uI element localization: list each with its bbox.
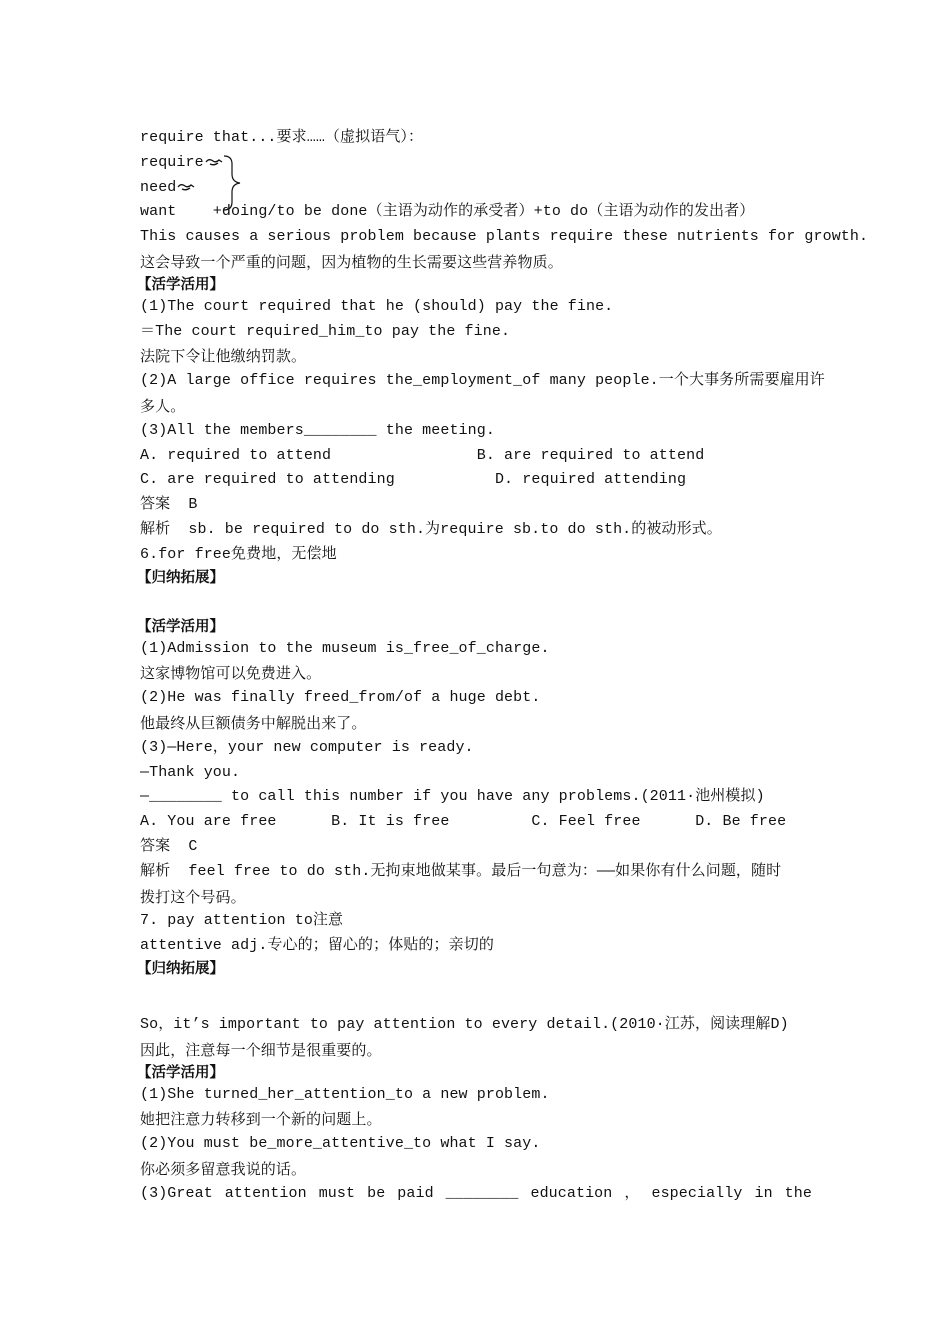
text-line: 这家博物馆可以免费进入。 bbox=[140, 664, 322, 683]
text-line: 你必须多留意我说的话。 bbox=[140, 1159, 307, 1178]
text-line: (1)Admission to the museum is_free_of_charge. bbox=[140, 639, 550, 657]
right-brace-icon bbox=[220, 154, 242, 212]
answer-line: 答案 B bbox=[140, 496, 198, 514]
text-line: 因此，注意每一个细节是很重要的。 bbox=[140, 1040, 382, 1059]
options-line: C. are required to attending D. required attending bbox=[140, 471, 687, 489]
word: must bbox=[318, 1184, 356, 1202]
question-line: —________ to call this number if you have any problems.(2011·池州模拟) bbox=[140, 788, 765, 806]
text-line: 她把注意力转移到一个新的问题上。 bbox=[140, 1110, 382, 1129]
text-line: (1)The court required that he (should) pay the fine. bbox=[140, 297, 614, 315]
word: ， bbox=[624, 1184, 640, 1202]
text-line: 这会导致一个严重的问题，因为植物的生长需要这些营养物质。 bbox=[140, 252, 563, 271]
pen-icon bbox=[177, 182, 195, 192]
word: attention bbox=[224, 1184, 307, 1202]
options-line: A. You are free B. It is free C. Feel free D. Be free bbox=[140, 813, 787, 831]
answer-line: 答案 C bbox=[140, 837, 198, 855]
text-line: ＝The court required_him_to pay the fine. bbox=[140, 322, 511, 340]
document-page bbox=[137, 126, 869, 1206]
word: be bbox=[367, 1184, 386, 1202]
word-require: require bbox=[140, 153, 204, 171]
section-heading: 【活学活用】 bbox=[137, 276, 224, 293]
word: (3)Great bbox=[140, 1184, 213, 1202]
section-heading: 【活学活用】 bbox=[137, 1064, 224, 1081]
blank: ________ bbox=[445, 1184, 519, 1202]
section-heading: 【归纳拓展】 bbox=[137, 960, 224, 977]
section-heading: 【活学活用】 bbox=[137, 618, 224, 635]
text-line: 他最终从巨额债务中解脱出来了。 bbox=[140, 713, 367, 732]
text-line: 6.for free免费地，无偿地 bbox=[140, 545, 337, 563]
word: the bbox=[784, 1184, 812, 1202]
word: especially bbox=[651, 1184, 743, 1202]
section-heading: 【归纳拓展】 bbox=[137, 569, 224, 586]
word-need: need bbox=[140, 178, 177, 196]
text-line: 多人。 bbox=[140, 396, 186, 415]
text-line: want +doing/to be done（主语为动作的承受者）+to do（主语为动作的发出者） bbox=[140, 203, 755, 221]
text-line: attentive adj.专心的；留心的；体贴的；亲切的 bbox=[140, 937, 494, 955]
text-line: So，it’s important to pay attention to every detail.(2010·江苏，阅读理解D) bbox=[140, 1015, 789, 1033]
word: paid bbox=[397, 1184, 434, 1202]
text-line: (2)You must be_more_attentive_to what I say. bbox=[140, 1135, 541, 1153]
question-line-justified bbox=[140, 1182, 812, 1207]
explanation-line: 解析 feel free to do sth.无拘束地做某事。最后一句意为：——如果你有什么问题，随时 bbox=[140, 862, 782, 880]
text-line: 拨打这个号码。 bbox=[140, 887, 246, 906]
text-line: (2)He was finally freed_from/of a huge debt. bbox=[140, 689, 541, 707]
text-line: 法院下令让他缴纳罚款。 bbox=[140, 347, 307, 366]
explanation-line: 解析 sb. be required to do sth.为require sb.to do sth.的被动形式。 bbox=[140, 520, 722, 538]
word: in bbox=[754, 1184, 773, 1202]
question-line: (3)All the members________ the meeting. bbox=[140, 421, 495, 439]
text-line: require that...要求……（虚拟语气）： bbox=[140, 129, 424, 146]
word: education bbox=[530, 1184, 613, 1202]
text-line: (3)—Here，your new computer is ready. bbox=[140, 738, 474, 756]
text-line: 7. pay attention to注意 bbox=[140, 912, 344, 930]
text-line: —Thank you. bbox=[140, 763, 241, 781]
text-line: This causes a serious problem because plants require these nutrients for growth. bbox=[140, 228, 869, 246]
text-line: (2)A large office requires the_employment_of many people.一个大事务所需要雇用许 bbox=[140, 372, 825, 390]
options-line: A. required to attend B. are required to attend bbox=[140, 446, 705, 464]
text-line: (1)She turned_her_attention_to a new problem. bbox=[140, 1085, 550, 1103]
